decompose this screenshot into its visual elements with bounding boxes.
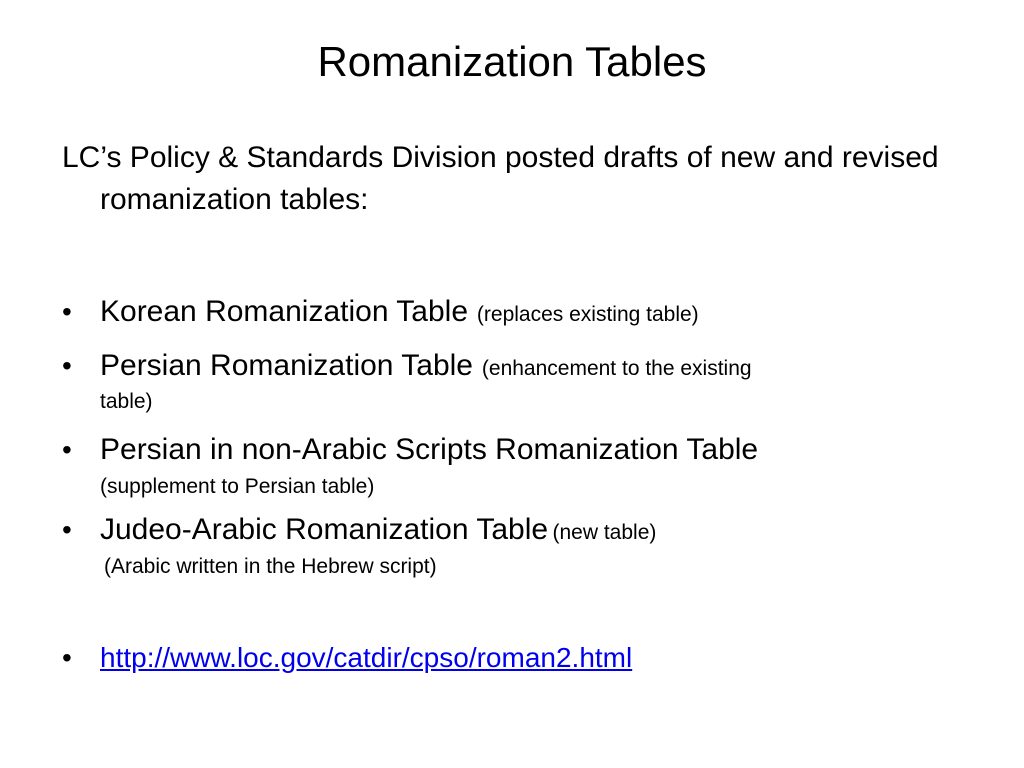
bullet-persian bbox=[62, 344, 960, 416]
bullet-dot-icon: • bbox=[62, 514, 72, 545]
bullet-judeo-arabic bbox=[62, 508, 960, 582]
bullet-persian-non-arabic bbox=[62, 428, 960, 502]
intro-paragraph: LC’s Policy & Standards Division posted drafts of new and revised romanization tables: bbox=[62, 141, 939, 216]
slide-title: Romanization Tables bbox=[317, 38, 707, 85]
bullet-main-text: Persian in non-Arabic Scripts Romanization Table bbox=[100, 433, 759, 466]
bullet-subnote: (supplement to Persian table) bbox=[100, 475, 375, 498]
bullet-main-text: Korean Romanization Table bbox=[100, 295, 469, 328]
bullet-dot-icon: • bbox=[62, 296, 72, 327]
bullet-note-continued: table) bbox=[100, 390, 153, 413]
bullet-dot-icon: • bbox=[62, 434, 72, 465]
bullet-main-text: Judeo-Arabic Romanization Table bbox=[100, 513, 549, 546]
bullet-main-text: Persian Romanization Table bbox=[100, 349, 473, 382]
bullet-note: (new table) bbox=[552, 521, 657, 544]
bullet-subnote: (Arabic written in the Hebrew script) bbox=[104, 555, 437, 578]
bullet-note: (replaces existing table) bbox=[476, 303, 699, 326]
bullet-korean bbox=[62, 290, 960, 334]
bullet-link bbox=[62, 636, 960, 680]
bullet-dot-icon: • bbox=[62, 350, 72, 381]
bullet-dot-icon: • bbox=[62, 642, 72, 673]
romanization-tables-link[interactable]: http://www.loc.gov/catdir/cpso/roman2.html bbox=[100, 642, 633, 673]
bullet-note: (enhancement to the existing bbox=[481, 357, 752, 380]
